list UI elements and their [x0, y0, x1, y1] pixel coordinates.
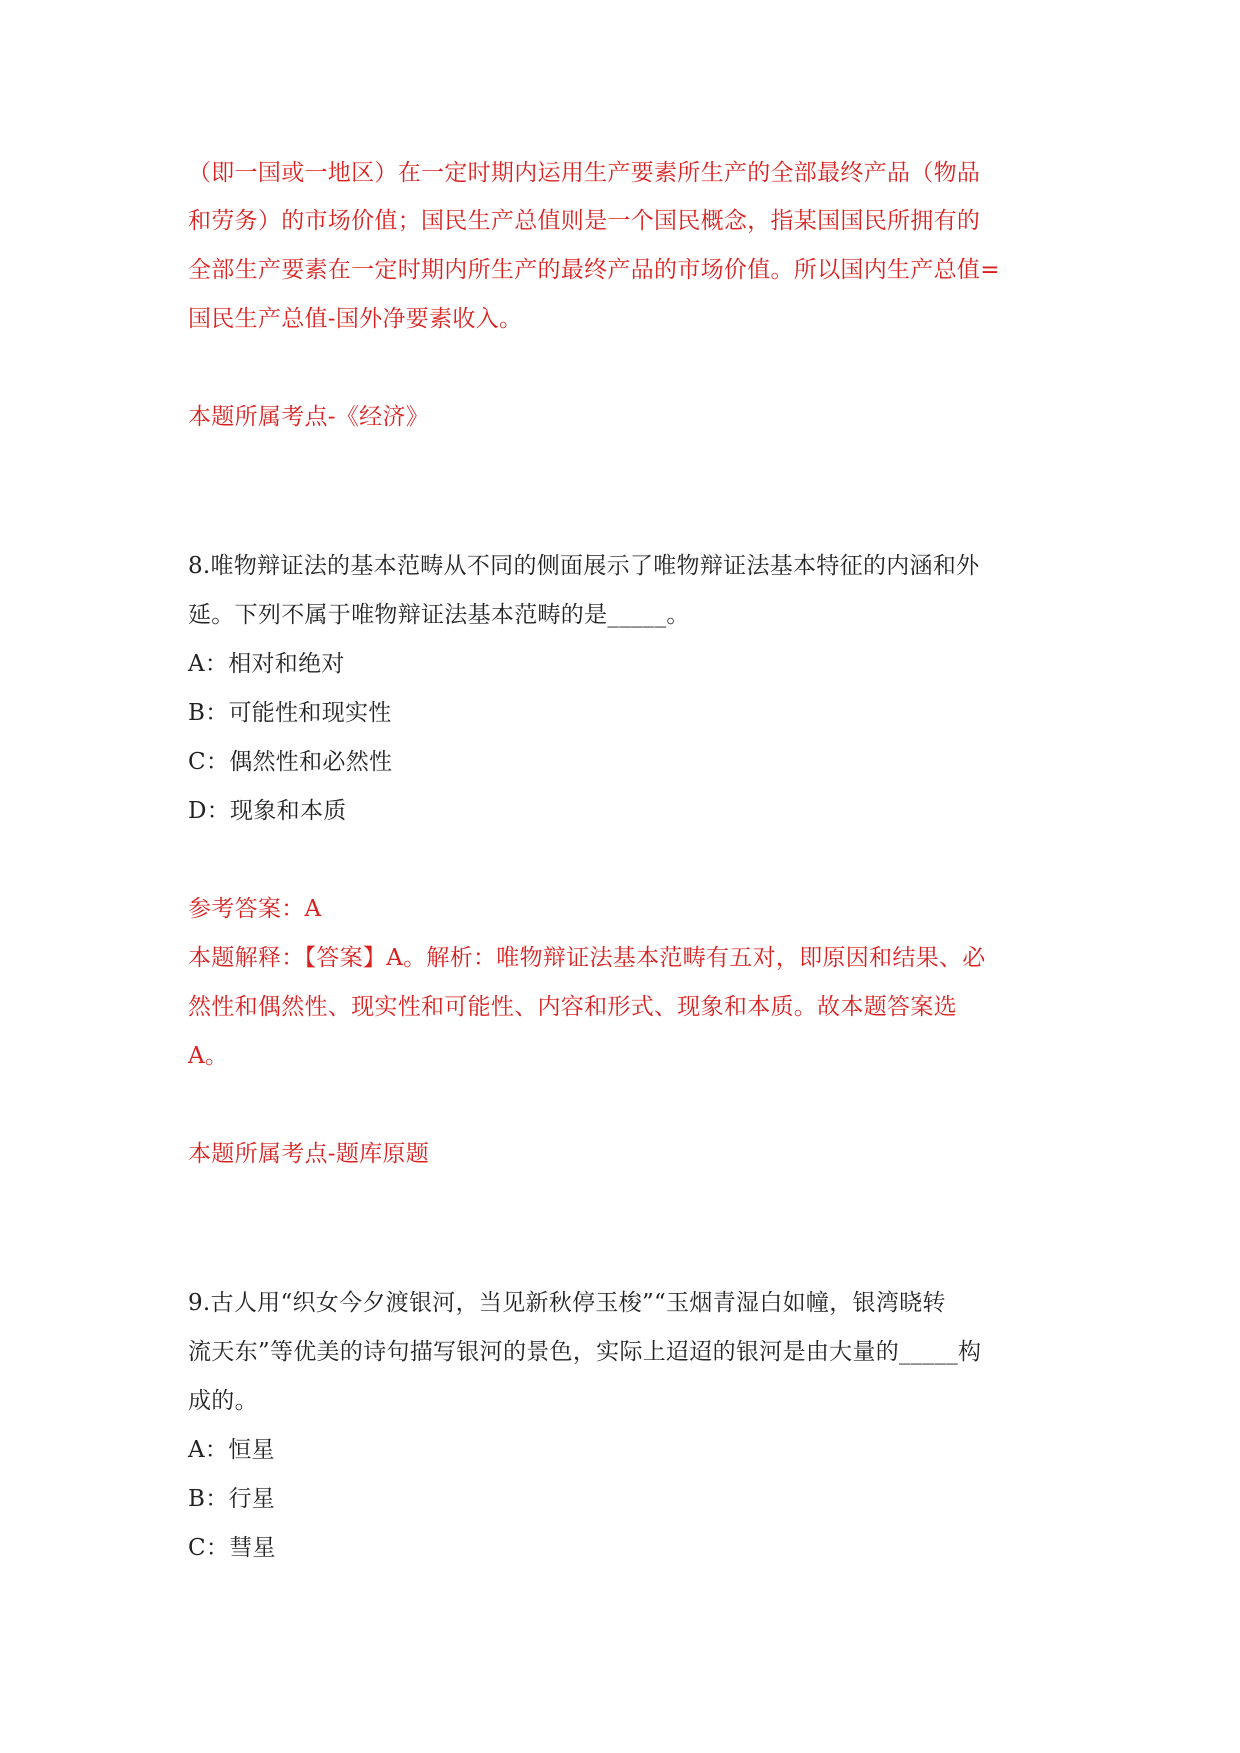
prev-explanation-line: （即一国或一地区）在一定时期内运用生产要素所生产的全部最终产品（物品	[188, 160, 981, 186]
q8-option-b: B：可能性和现实性	[188, 700, 392, 726]
q9-stem-line: 9.古人用“织女今夕渡银河，当见新秋停玉梭”“玉烟青湿白如幢，银湾晓转	[188, 1290, 946, 1316]
q9-option-c: C：彗星	[188, 1535, 276, 1561]
q9-option-b: B：行星	[188, 1486, 276, 1512]
q8-explanation-line: A。	[188, 1043, 229, 1069]
q8-topic-label: 本题所属考点-题库原题	[188, 1141, 430, 1167]
q8-option-d: D：现象和本质	[188, 798, 347, 824]
q8-option-c: C：偶然性和必然性	[188, 749, 393, 775]
prev-explanation-line: 和劳务）的市场价值；国民生产总值则是一个国民概念，指某国国民所拥有的	[188, 208, 981, 234]
q8-explanation-line: 然性和偶然性、现实性和可能性、内容和形式、现象和本质。故本题答案选	[188, 994, 957, 1020]
q9-option-a: A：恒星	[188, 1437, 275, 1463]
q8-answer: 参考答案：A	[188, 896, 322, 922]
q9-stem-line: 流天东”等优美的诗句描写银河的景色，实际上迢迢的银河是由大量的_____构	[188, 1339, 982, 1365]
q8-stem-line: 延。下列不属于唯物辩证法基本范畴的是_____。	[188, 602, 690, 628]
q9-stem-line: 成的。	[188, 1388, 258, 1414]
q8-explanation-line: 本题解释：【答案】A。解析：唯物辩证法基本范畴有五对，即原因和结果、必	[188, 945, 986, 971]
prev-explanation-line: 全部生产要素在一定时期内所生产的最终产品的市场价值。所以国内生产总值=	[188, 257, 1000, 283]
q8-stem-line: 8.唯物辩证法的基本范畴从不同的侧面展示了唯物辩证法基本特征的内涵和外	[188, 553, 980, 579]
prev-topic-label: 本题所属考点-《经济》	[188, 404, 430, 430]
prev-explanation-line: 国民生产总值-国外净要素收入。	[188, 306, 523, 332]
q8-option-a: A：相对和绝对	[188, 651, 345, 677]
